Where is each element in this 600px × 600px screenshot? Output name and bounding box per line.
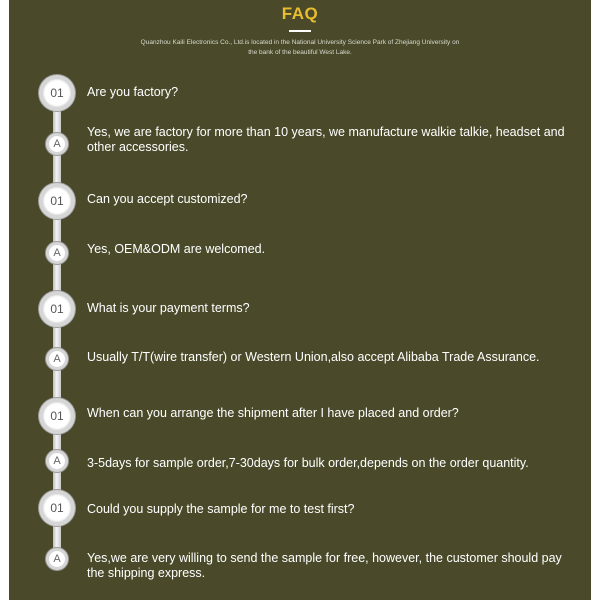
question-text: Are you factory?	[87, 85, 179, 99]
question-marker: 01	[39, 291, 75, 327]
company-description: Quanzhou Kaili Electronics Co., Ltd.is located in the National University Science Park of Zhejiang University on the bank of the beautiful West Lake.	[140, 39, 460, 56]
page-title: FAQ	[281, 4, 319, 23]
question-text: When can you arrange the shipment after I have placed and order?	[87, 406, 459, 420]
answer-text: Yes, we are factory for more than 10 years, we manufacture walkie talkie, headset and other accessories.	[87, 125, 565, 154]
answer-marker: A	[46, 348, 68, 370]
answer-text: Usually T/T(wire transfer) or Western Union,also accept Alibaba Trade Assurance.	[87, 350, 540, 364]
title-divider	[289, 30, 311, 32]
answer-marker: A	[46, 133, 68, 155]
answer-marker: A	[46, 450, 68, 472]
answer-text: Yes, OEM&ODM are welcomed.	[87, 242, 266, 256]
answer-marker: A	[46, 242, 68, 264]
question-text: Could you supply the sample for me to test first?	[87, 502, 355, 516]
question-marker: 01	[39, 398, 75, 434]
question-marker: 01	[39, 75, 75, 111]
answer-marker: A	[46, 548, 68, 570]
question-text: Can you accept customized?	[87, 192, 248, 206]
question-marker: 01	[39, 490, 75, 526]
question-marker: 01	[39, 183, 75, 219]
answer-text: 3-5days for sample order,7-30days for bulk order,depends on the order quantity.	[87, 456, 529, 470]
question-text: What is your payment terms?	[87, 301, 250, 315]
answer-text: Yes,we are very willing to send the sample for free, however, the customer should pay the shipping express.	[87, 551, 562, 580]
